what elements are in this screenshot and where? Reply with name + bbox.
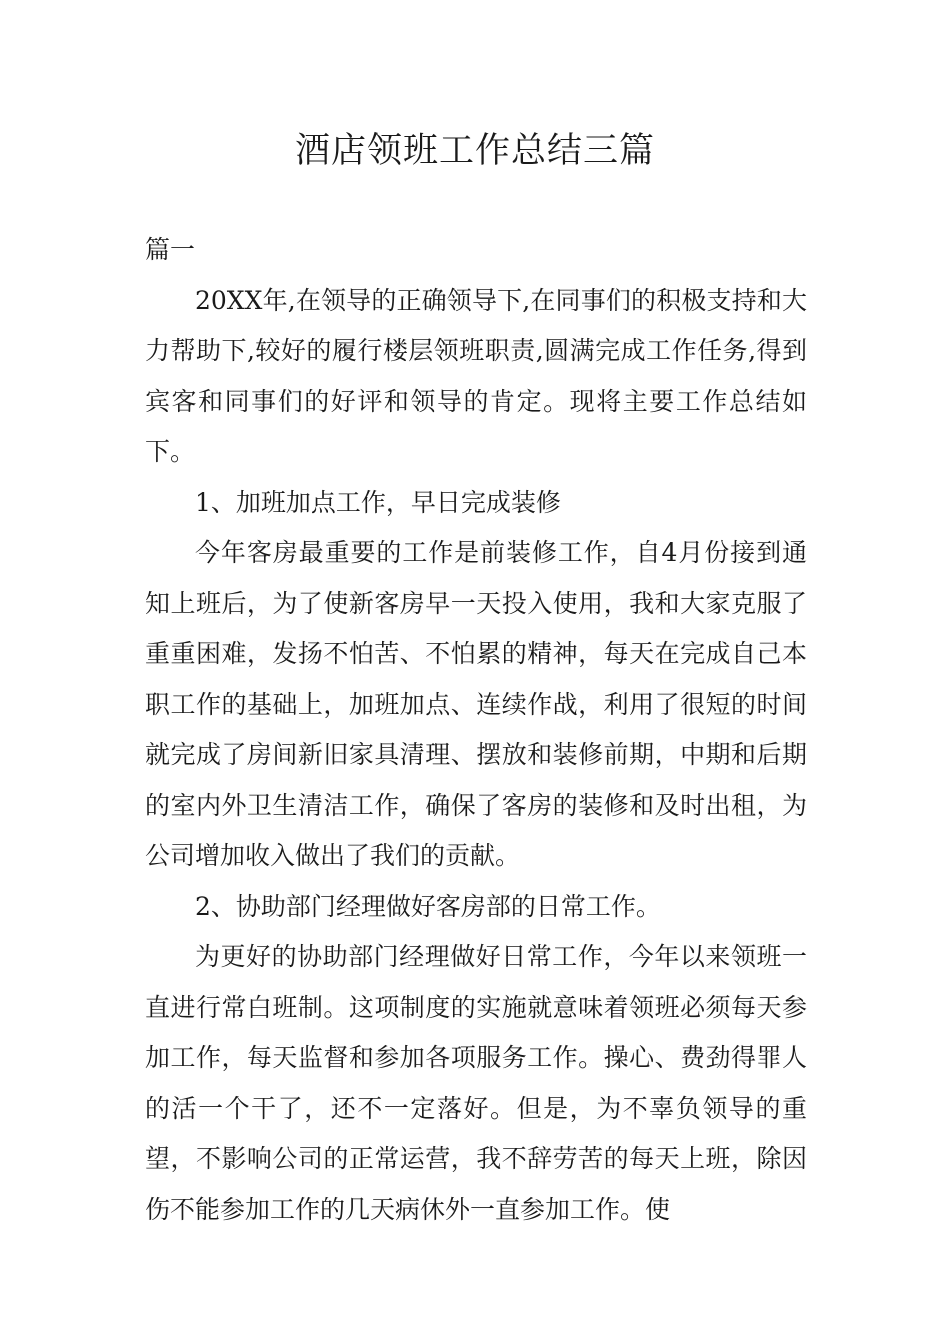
document-title: 酒店领班工作总结三篇 [294, 131, 655, 171]
item-2-paragraph: 为更好的协助部门经理做好日常工作，今年以来领班一直进行常白班制。这项制度的实施就意味着领班必须每天参加工作，每天监督和参加各项服务工作。操心、费劲得罪人的活一个干了，还不一定落好。但是，为不辜负领导的重望，不影响公司的正常运营，我不辞劳苦的每天上班，除因伤不能参加工作的几天病休外一直参加工作。使 [145, 942, 807, 1224]
heading-item-2: 2、协助部门经理做好客房部的日常工作。 [195, 891, 661, 921]
item-1-paragraph: 今年客房最重要的工作是前装修工作，自4月份接到通知上班后，为了使新客房早一天投入使用，我和大家克服了重重困难，发扬不怕苦、不怕累的精神，每天在完成自己本职工作的基础上，加班加点、连续作战，利用了很短的时间就完成了房间新旧家具清理、摆放和装修前期，中期和后期的室内外卫生清洁工作，确保了客房的装修和及时出租，为公司增加收入做出了我们的贡献。 [145, 538, 807, 870]
document-body [145, 225, 807, 1235]
intro-paragraph: 20XX年,在领导的正确领导下,在同事们的积极支持和大力帮助下,较好的履行楼层领班职责,圆满完成工作任务,得到宾客和同事们的好评和领导的肯定。现将主要工作总结如下。 [145, 285, 807, 466]
section-label: 篇一 [145, 235, 196, 264]
heading-item-1: 1、加班加点工作，早日完成装修 [195, 487, 561, 517]
